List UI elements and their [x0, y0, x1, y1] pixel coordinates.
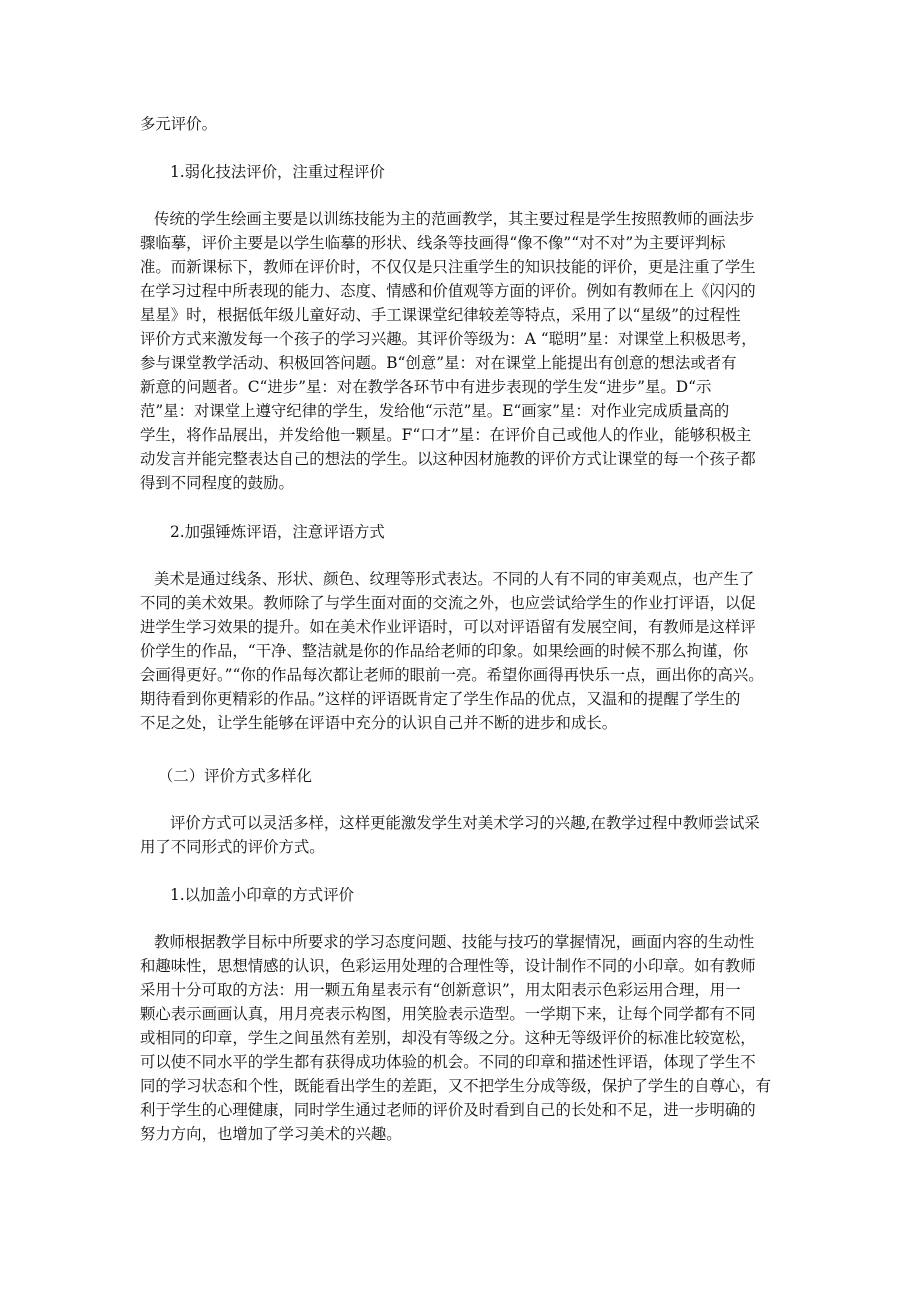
paragraph-line: 骤临摹，评价主要是以学生临摹的形状、线条等技画得“像不像”“对不对”为主要评判标 [140, 234, 726, 252]
paragraph-line: 美术是通过线条、形状、颜色、纹理等形式表达。不同的人有不同的审美观点，也产生了 [154, 570, 755, 588]
paragraph-line: 可以使不同水平的学生都有获得成功体验的机会。不同的印章和描述性评语，体现了学生不 [140, 1053, 756, 1071]
paragraph-line: 动发言并能完整表达自己的想法的学生。以这种因材施教的评价方式让课堂的每一个孩子都 [140, 450, 756, 468]
paragraph-line: 新意的问题者。C“进步”星：对在教学各环节中有进步表现的学生发“进步”星。D“示 [140, 378, 712, 396]
paragraph-line: 颗心表示画画认真，用月亮表示构图，用笑脸表示造型。一学期下来，让每个同学都有不同 [140, 1005, 756, 1023]
section-heading: 1.弱化技法评价，注重过程评价 [170, 163, 385, 181]
section-heading: 2.加强锤炼评语，注意评语方式 [170, 523, 385, 541]
paragraph-line: 和趣味性，思想情感的认识，色彩运用处理的合理性等，设计制作不同的小印章。如有教师 [140, 957, 756, 975]
paragraph-line: 传统的学生绘画主要是以训练技能为主的范画教学，其主要过程是学生按照教师的画法步 [154, 210, 755, 228]
paragraph-line: 价学生的作品，“干净、整洁就是你的作品给老师的印象。如果绘画的时候不那么拘谨，你 [140, 642, 749, 660]
paragraph-line: 进学生学习效果的提升。如在美术作业评语时，可以对评语留有发展空间，有教师是这样评 [140, 618, 756, 636]
paragraph-line: 星星》时，根据低年级儿童好动、手工课课堂纪律较差等特点，采用了以“星级”的过程性 [140, 306, 741, 324]
section-heading: 1.以加盖小印章的方式评价 [170, 886, 354, 904]
section-heading: （二）评价方式多样化 [158, 767, 312, 785]
paragraph-line: 评价方式可以灵活多样，这样更能激发学生对美术学习的兴趣,在教学过程中教师尝试采 [170, 814, 760, 832]
paragraph-line: 参与课堂教学活动、积极回答问题。B“创意”星：对在课堂上能提出有创意的想法或者有 [140, 354, 737, 372]
paragraph-line: 不同的美术效果。教师除了与学生面对面的交流之外，也应尝试给学生的作业打评语，以促 [140, 594, 756, 612]
paragraph-line: 期待看到你更精彩的作品。”这样的评语既肯定了学生作品的优点，又温和的提醒了学生的 [140, 690, 741, 708]
paragraph-line: 得到不同程度的鼓励。 [140, 474, 294, 492]
paragraph-line: 或相同的印章，学生之间虽然有差别，却没有等级之分。这种无等级评价的标准比较宽松， [140, 1029, 756, 1047]
paragraph-line: 同的学习状态和个性，既能看出学生的差距，又不把学生分成等级，保护了学生的自尊心，有 [140, 1077, 772, 1095]
intro-tail-text: 多元评价。 [140, 115, 217, 133]
paragraph-line: 努力方向，也增加了学习美术的兴趣。 [140, 1125, 402, 1143]
paragraph-line: 学生，将作品展出，并发给他一颗星。F“口才”星：在评价自己或他人的作业，能够积极主 [140, 426, 752, 444]
paragraph-line: 利于学生的心理健康，同时学生通过老师的评价及时看到自己的长处和不足，进一步明确的 [140, 1101, 756, 1119]
paragraph-line: 不足之处，让学生能够在评语中充分的认识自己并不断的进步和成长。 [140, 714, 618, 732]
paragraph-line: 范”星：对课堂上遵守纪律的学生，发给他“示范”星。E“画家”星：对作业完成质量高的 [140, 402, 730, 420]
paragraph-line: 准。而新课标下，教师在评价时，不仅仅是只注重学生的知识技能的评价，更是注重了学生 [140, 258, 756, 276]
paragraph-line: 在学习过程中所表现的能力、态度、情感和价值观等方面的评价。例如有教师在上《闪闪的 [140, 282, 756, 300]
paragraph-line: 会画得更好。”“你的作品每次都让老师的眼前一亮。希望你画得再快乐一点，画出你的高兴。 [140, 666, 764, 684]
paragraph-line: 用了不同形式的评价方式。 [140, 838, 325, 856]
paragraph-line: 采用十分可取的方法：用一颗五角星表示有“创新意识”，用太阳表示色彩运用合理，用一 [140, 981, 741, 999]
paragraph-line: 教师根据教学目标中所要求的学习态度问题、技能与技巧的掌握情况，画面内容的生动性 [154, 933, 755, 951]
paragraph-line: 评价方式来激发每一个孩子的学习兴趣。其评价等级为：A “聪明”星：对课堂上积极思考， [140, 330, 757, 348]
